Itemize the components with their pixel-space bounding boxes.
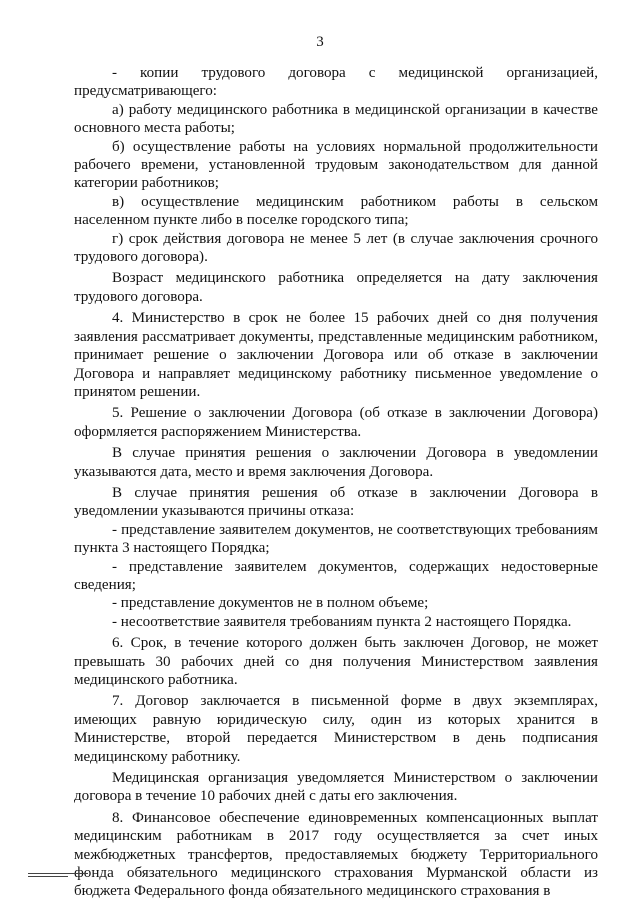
paragraph-notice-approval: В случае принятия решения о заключении Договора в уведомлении указываются дата, место и время заключения Договора.: [74, 445, 598, 480]
paragraph-section-7: 7. Договор заключается в письменной форме в двух экземплярах, имеющих равную юридическую силу, один из которых хранится в Министерстве, второй передается Министерством в день подписания медицинскому работнику.: [74, 693, 598, 765]
paragraph-section-5: 5. Решение о заключении Договора (об отказе в заключении Договора) оформляется распоряжением Министерства.: [74, 405, 598, 440]
paragraph-item-g: г) срок действия договора не менее 5 лет (в случае заключения срочного трудового договора).: [74, 230, 598, 266]
paragraph-item-b: б) осуществление работы на условиях нормальной продолжительности рабочего времени, установленной трудовым законодательством для данной категории работников;: [74, 138, 598, 192]
footer-divider: [28, 873, 88, 874]
paragraph-reason-2: - представление заявителем документов, содержащих недостоверные сведения;: [74, 558, 598, 593]
paragraph-age: Возраст медицинского работника определяется на дату заключения трудового договора.: [74, 270, 598, 305]
page-number: 3: [316, 34, 324, 50]
paragraph-section-8: 8. Финансовое обеспечение единовременных компенсационных выплат медицинским работникам в 2017 году осуществляется за счет иных межбюджетных трансфертов, предоставляемых бюджету Территориального фонда обязательного медицинского страхования Мурманской области из бюджета Федерального фонда обязательного медицинского страхования в: [74, 809, 598, 900]
paragraph-reason-3: - представление документов не в полном объеме;: [112, 595, 429, 612]
paragraph-section-6: 6. Срок, в течение которого должен быть заключен Договор, не может превышать 30 рабочих дней со дня получения Министерством заявления медицинского работника.: [74, 635, 598, 688]
paragraph-item-a: а) работу медицинского работника в медицинской организации в качестве основного места работы;: [74, 101, 598, 137]
paragraph-item-v: в) осуществление медицинским работником работы в сельском населенном пункте либо в поселке городского типа;: [74, 193, 598, 229]
paragraph-section-4: 4. Министерство в срок не более 15 рабочих дней со дня получения заявления рассматривает документы, представленные медицинским работником, принимает решение о заключении Договора или об отказе в заключении Договора и направляет медицинскому работнику письменное уведомление о принятом решении.: [74, 310, 598, 400]
footer-divider-short: [28, 876, 68, 877]
paragraph-organization-notice: Медицинская организация уведомляется Министерством о заключении договора в течение 10 рабочих дней с даты его заключения.: [74, 770, 598, 805]
paragraph-notice-refusal: В случае принятия решения об отказе в заключении Договора в уведомлении указываются причины отказа:: [74, 484, 598, 520]
document-body: [74, 64, 598, 901]
paragraph-contract-copies: - копии трудового договора с медицинской организацией, предусматривающего:: [74, 65, 598, 100]
paragraph-reason-1: - представление заявителем документов, не соответствующих требованиям пункта 3 настоящего Порядка;: [74, 521, 598, 557]
paragraph-reason-4: - несоответствие заявителя требованиям пункта 2 настоящего Порядка.: [112, 613, 572, 630]
